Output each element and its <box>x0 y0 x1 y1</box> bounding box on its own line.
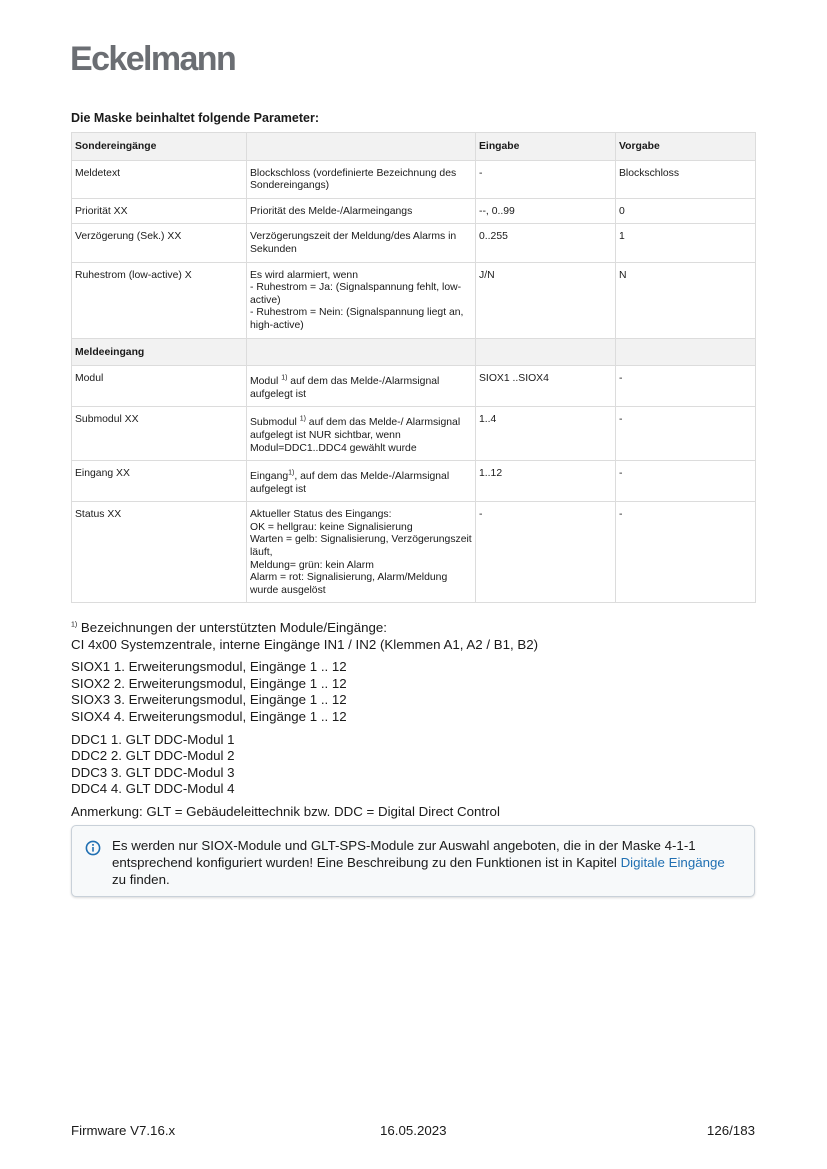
param-description: Verzögerungszeit der Meldung/des Alarms in Sekunden <box>247 224 476 262</box>
param-name: Submodul XX <box>72 407 247 461</box>
table-row <box>72 198 756 224</box>
footer-firmware: Firmware V7.16.x <box>71 1123 176 1138</box>
param-name: Eingang XX <box>72 461 247 502</box>
section-heading: Die Maske beinhaltet folgende Parameter: <box>71 111 319 125</box>
footnote-ref: 1) <box>299 415 306 423</box>
table-row <box>72 366 756 407</box>
param-input-range: - <box>476 160 616 198</box>
ddc-line: DDC1 1. GLT DDC-Modul 1 <box>71 731 235 747</box>
description-line: Aktueller Status des Eingangs: <box>250 509 392 521</box>
info-icon <box>85 840 101 861</box>
ddc-line: DDC3 3. GLT DDC-Modul 3 <box>71 764 235 780</box>
param-description: Eingang$^{1)}$, auf dem das Melde-/Alarmsignal aufgelegt ist <box>247 461 476 502</box>
siox-line: SIOX2 2. Erweiterungsmodul, Eingänge 1 .. 12 <box>71 675 347 691</box>
footer-date: 16.05.2023 <box>380 1123 447 1138</box>
param-description <box>247 262 476 338</box>
description-line: Es wird alarmiert, wenn <box>250 269 358 281</box>
footnote-title: $^{1)}$ Bezeichnungen der unterstützten Module/Eingänge: <box>71 620 387 635</box>
table-row <box>72 502 756 603</box>
footer-page-number: 126/183 <box>706 1123 755 1138</box>
param-default: N <box>616 262 756 338</box>
param-default: - <box>616 407 756 461</box>
header-cell <box>247 338 476 366</box>
param-description: Priorität des Melde-/Alarmeingangs <box>247 198 476 224</box>
footnote-ref: 1) <box>288 469 295 477</box>
table-row <box>72 160 756 198</box>
param-input-range: J/N <box>476 262 616 338</box>
siox-line: SIOX4 4. Erweiterungsmodul, Eingänge 1 .. 12 <box>71 708 347 724</box>
info-box <box>71 825 755 897</box>
param-name: Ruhestrom (low-active) X <box>72 262 247 338</box>
param-name: Meldetext <box>72 160 247 198</box>
ci-line: CI 4x00 Systemzentrale, interne Eingänge IN1 / IN2 (Klemmen A1, A2 / B1, B2) <box>71 636 539 652</box>
param-input-range: 0..255 <box>476 224 616 262</box>
param-input-range: SIOX1 ..SIOX4 <box>476 366 616 407</box>
ddc-line: DDC2 2. GLT DDC-Modul 2 <box>71 748 235 764</box>
param-input-range: - <box>476 502 616 603</box>
header-cell: Vorgabe <box>616 133 756 161</box>
param-name: Verzögerung (Sek.) XX <box>72 224 247 262</box>
param-default: 0 <box>616 198 756 224</box>
param-description: Modul $^{1)}$ auf dem das Melde-/Alarmsignal aufgelegt ist <box>247 366 476 407</box>
description-line: - Ruhestrom = Nein: (Signalspannung liegt an, high-active) <box>250 307 464 331</box>
parameter-table <box>71 132 756 603</box>
param-input-range: 1..4 <box>476 407 616 461</box>
header-cell <box>476 338 616 366</box>
description-line: OK = hellgrau: keine Signalisierung <box>250 521 413 533</box>
header-cell: Sondereingänge <box>72 133 247 161</box>
param-description: Blockschloss (vordefinierte Bezeichnung des Sondereingangs) <box>247 160 476 198</box>
table-section-header <box>72 133 756 161</box>
header-cell <box>616 338 756 366</box>
param-input-range: 1..12 <box>476 461 616 502</box>
param-default: - <box>616 461 756 502</box>
header-cell: Meldeeingang <box>72 338 247 366</box>
param-description <box>247 502 476 603</box>
table-row <box>72 224 756 262</box>
remark: Anmerkung: GLT = Gebäudeleittechnik bzw. DDC = Digital Direct Control <box>71 803 500 819</box>
info-text: Es werden nur SIOX-Module und GLT-SPS-Module zur Auswahl angeboten, die in der Maske 4-1-1 entsprechend konfiguriert wurden! Eine Beschreibung zu den Funktionen ist in Kapitel Digitale Eingänge zu finden. <box>112 838 725 888</box>
param-default: Blockschloss <box>616 160 756 198</box>
param-name: Modul <box>72 366 247 407</box>
param-description: Submodul $^{1)}$ auf dem das Melde-/ Alarmsignal aufgelegt ist NUR sichtbar, wenn Modul=DDC1..DDC4 gewählt wurde <box>247 407 476 461</box>
param-name: Status XX <box>72 502 247 603</box>
siox-line: SIOX3 3. Erweiterungsmodul, Eingänge 1 .. 12 <box>71 692 347 708</box>
header-cell <box>247 133 476 161</box>
table-row <box>72 407 756 461</box>
footnotes <box>71 620 761 821</box>
param-default: 1 <box>616 224 756 262</box>
siox-line: SIOX1 1. Erweiterungsmodul, Eingänge 1 .. 12 <box>71 659 347 675</box>
ddc-line: DDC4 4. GLT DDC-Modul 4 <box>71 781 235 797</box>
table-row <box>72 262 756 338</box>
param-name: Priorität XX <box>72 198 247 224</box>
param-input-range: --, 0..99 <box>476 198 616 224</box>
header-cell: Eingabe <box>476 133 616 161</box>
footnote-ref: 1) <box>281 374 288 382</box>
description-line: Warten = gelb: Signalisierung, Verzögerungszeit läuft, <box>250 534 472 559</box>
footnote-mark: 1) <box>71 621 78 629</box>
description-line: - Ruhestrom = Ja: (Signalspannung fehlt, low-active) <box>250 282 462 306</box>
digitale-eingaenge-link[interactable]: Digitale Eingänge <box>620 855 725 871</box>
eckelmann-logo: Eckelmann <box>70 40 236 78</box>
param-default: - <box>616 502 756 603</box>
description-line: Meldung= grün: kein Alarm <box>250 559 374 571</box>
param-default: - <box>616 366 756 407</box>
description-line: Alarm = rot: Signalisierung, Alarm/Meldung wurde ausgelöst <box>250 572 448 596</box>
table-section-header <box>72 338 756 366</box>
table-row <box>72 461 756 502</box>
